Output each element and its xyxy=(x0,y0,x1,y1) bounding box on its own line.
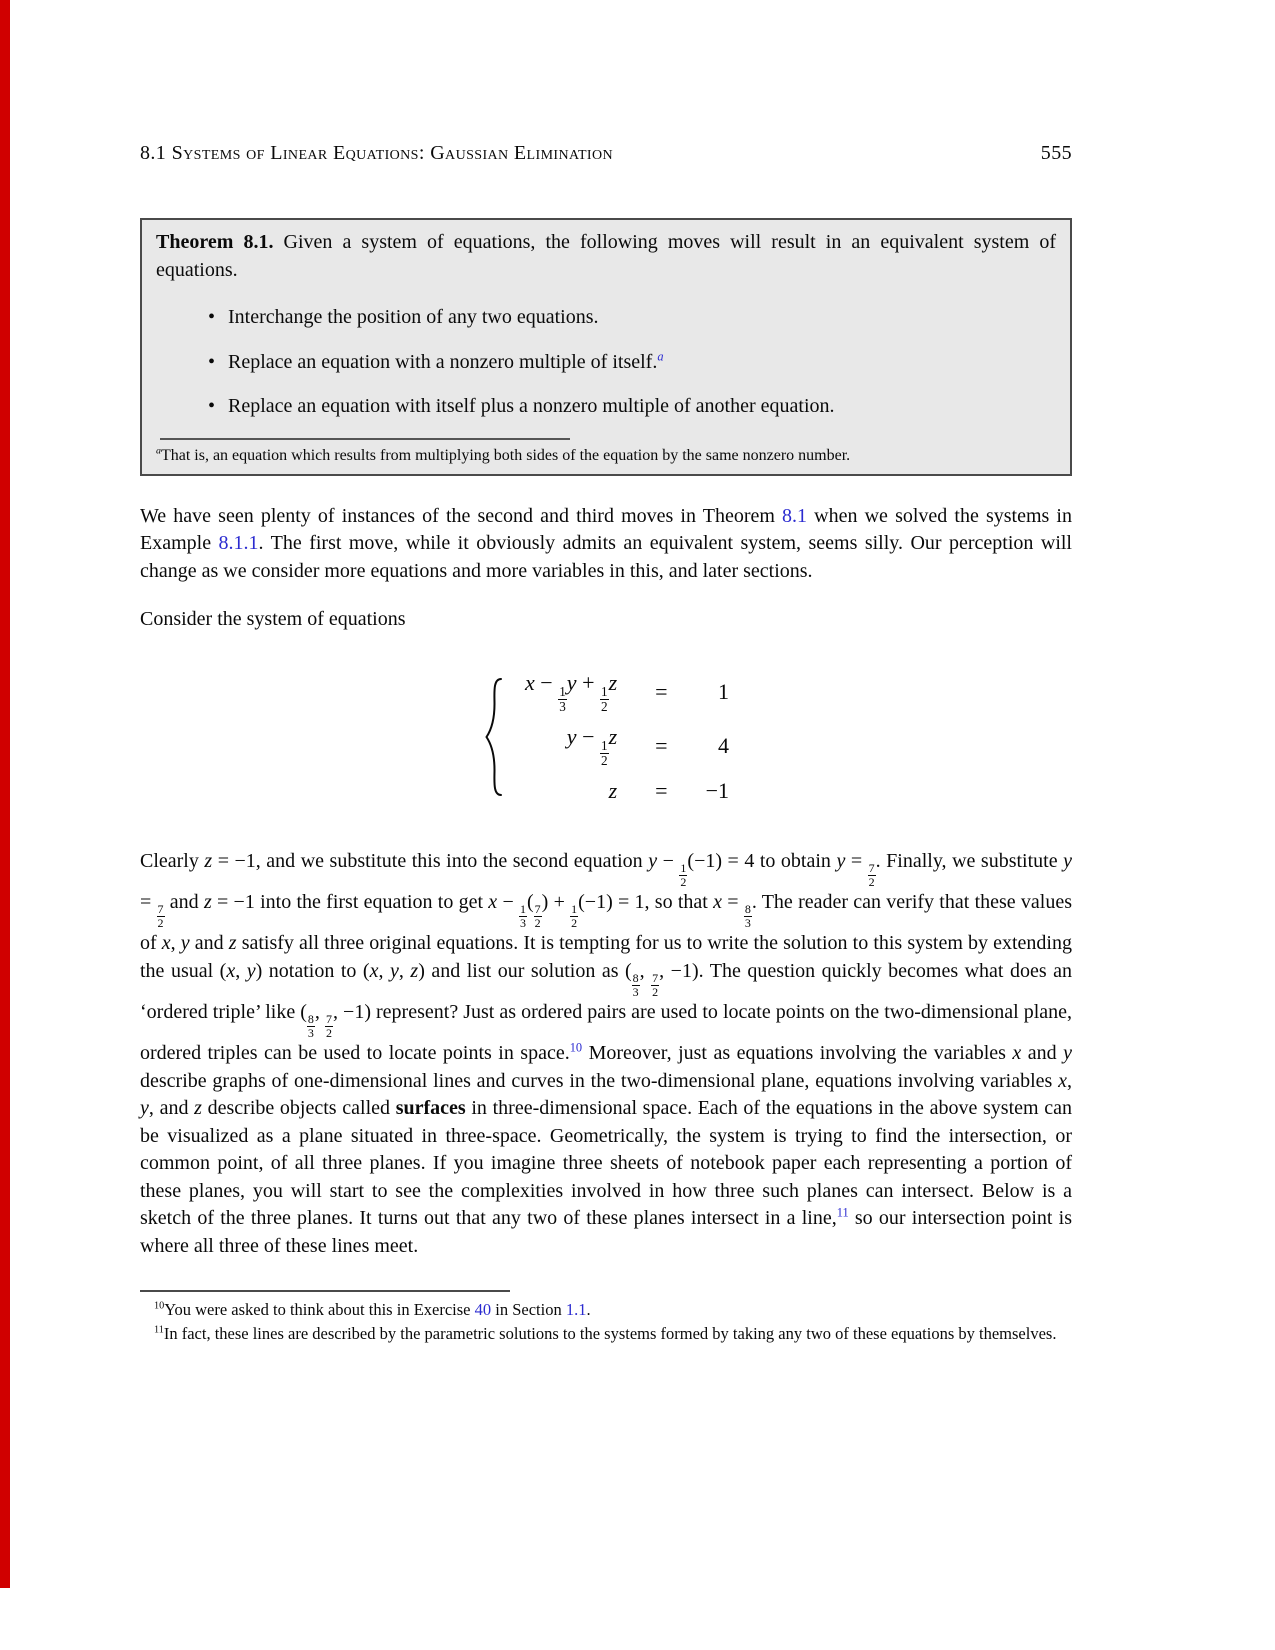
fraction: $\frac{1}{3}$ xyxy=(559,684,566,715)
equation-rhs: 1 xyxy=(717,679,729,705)
equation-lhs: x − $\frac{1}{3}$ y + $\frac{1}{2}$ z xyxy=(525,669,618,715)
theorem-statement xyxy=(156,229,1056,284)
math-variable: y xyxy=(566,669,577,695)
math-variable: y xyxy=(1063,849,1072,872)
theorem-footnote-rule xyxy=(160,438,570,440)
bold-term: surfaces xyxy=(395,1097,466,1120)
math-variable: x xyxy=(1012,1042,1022,1065)
footnote xyxy=(140,1299,1072,1321)
math-variable: x xyxy=(226,959,236,982)
fraction: $\frac{8}{3}$ xyxy=(744,902,751,931)
fraction: $\frac{7}{2}$ xyxy=(157,902,164,931)
ref-link[interactable]: 8.1 xyxy=(782,504,808,527)
math-variable: x xyxy=(161,932,171,955)
math-variable: y xyxy=(140,1097,149,1120)
equation-system xyxy=(140,670,1072,804)
paragraph-consider: Consider the system of equations xyxy=(140,608,406,630)
fraction: $\frac{1}{3}$ xyxy=(520,902,526,931)
fraction: $\frac{7}{2}$ xyxy=(868,861,875,890)
equation-relation: = xyxy=(655,777,668,803)
bullet-dot-icon: • xyxy=(208,350,216,373)
footnote-number: 10 xyxy=(154,1300,165,1312)
footnote-ref-link[interactable]: 10 xyxy=(569,1040,583,1055)
theorem-bullet xyxy=(208,349,1056,377)
math-variable: y xyxy=(566,723,577,749)
equation-relation: = xyxy=(655,733,668,759)
footnote-number: 11 xyxy=(154,1324,164,1336)
math-variable: y xyxy=(180,932,190,955)
footnote-text: In fact, these lines are described by the parametric solutions to the systems formed by taking any two of these equations by themselves. xyxy=(163,1324,1057,1344)
math-variable: z xyxy=(194,1097,202,1120)
bullet-dot-icon: • xyxy=(208,395,216,417)
math-variable: y xyxy=(648,849,658,872)
math-variable: z xyxy=(203,890,212,913)
theorem-title: Theorem 8.1. xyxy=(156,231,274,253)
page-edge-marker xyxy=(0,0,10,1588)
math-variable: z xyxy=(204,849,213,872)
math-variable: x xyxy=(369,959,379,982)
math-variable: y xyxy=(836,849,846,872)
equation-rhs: −1 xyxy=(705,777,729,803)
fraction: $\frac{7}{2}$ xyxy=(325,1012,332,1041)
math-variable: x xyxy=(1058,1069,1067,1092)
equation-relation: = xyxy=(655,679,668,705)
theorem-bullet-text: Replace an equation with itself plus a nonzero multiple of another equation. xyxy=(228,395,835,417)
footnote-ref-link[interactable]: 11 xyxy=(836,1205,849,1220)
equation-rhs: 4 xyxy=(717,733,729,759)
left-brace-icon xyxy=(483,676,505,798)
paragraph-solution: Clearly z = −1, and we substitute this into the second equation y − $\frac{1}{2}$ (−1) = 4 to obtain y = $\frac{7}{2}$ . Finally, we substitute y = $\frac{7}{2}$ and z = −1 into the first equation to get x − $\frac{1}{3}$ ( $\frac{7}{2}$ ) + $\frac{1}{2}$ (−1) = 1, so that x = $\frac{8}{3}$ . The reader can verify that these values of x, y and z satisfy all three original equations. It is tempting for us to write the solution to this system by extending the usual (x, y) notation to (x, y, z) and list our solution as ( $\frac{8}{3}$ , $\frac{7}{2}$ , −1). The question quickly becomes what does an ‘ordered triple’ like ( $\frac{8}{3}$ , $\frac{7}{2}$ , −1) represent? Just as ordered pairs are used to locate points on the two-dimensional plane, ordered triples can be used to locate points in space.$^{10}$ Moreover, just as equations involving the variables x and y describe graphs of one-dimensional lines and curves in the two-dimensional plane, equations involving variables x, y, and z describe objects called surfaces in three-dimensional space. Each of the equations in the above system can be visualized as a plane situated in three-space. Geometrically, the system is trying to find the intersection, or common point, of all three planes. If you imagine three sheets of notebook paper each representing a portion of these planes, you will start to see the complexities involved in how three such planes can intersect. Below is a sketch of the three planes. It turns out that any two of these planes intersect in a line,$^{11}$ so our intersection point is where all three of these lines meet. xyxy=(140,849,1073,1257)
math-variable: x xyxy=(488,890,498,913)
page-header xyxy=(140,142,1072,165)
footnote-ref-link[interactable]: a xyxy=(657,348,664,363)
math-variable: z xyxy=(228,932,237,955)
math-variable: y xyxy=(246,959,256,982)
equation-lhs xyxy=(609,778,618,804)
equation-lhs: y − $\frac{1}{2}$ z xyxy=(566,723,618,769)
math-variable: z xyxy=(608,777,618,803)
footnote-marker: a xyxy=(156,445,161,457)
equation-grid xyxy=(525,670,729,804)
theorem-bullet xyxy=(208,393,1056,421)
section-title: 8.1 Systems of Linear Equations: Gaussian Elimination xyxy=(140,142,613,164)
fraction: $\frac{8}{3}$ xyxy=(632,971,639,1000)
theorem-bullet-list xyxy=(156,304,1056,421)
footnote xyxy=(140,1323,1072,1345)
theorem-bullet-text: Replace an equation with a nonzero multiple of itself.$^a$ xyxy=(228,348,664,373)
textbook-page xyxy=(140,0,1072,1347)
fraction: $\frac{1}{2}$ xyxy=(600,684,608,715)
footnote-area xyxy=(140,1299,1072,1345)
bullet-dot-icon: • xyxy=(208,306,216,328)
theorem-bullet-text: Interchange the position of any two equations. xyxy=(228,306,599,328)
math-variable: z xyxy=(410,959,419,982)
fraction: $\frac{1}{2}$ xyxy=(680,861,687,890)
fraction: $\frac{7}{2}$ xyxy=(652,971,659,1000)
fraction: $\frac{1}{2}$ xyxy=(571,902,578,931)
math-variable: z xyxy=(608,723,618,749)
ref-link[interactable]: 8.1.1 xyxy=(218,532,259,554)
ref-link[interactable]: 40 xyxy=(474,1300,492,1320)
theorem-lead-text: Given a system of equations, the following moves will result in an equivalent system of equations. xyxy=(156,231,1057,281)
ref-link[interactable]: 1.1 xyxy=(565,1300,587,1320)
theorem-footnote: $^a$That is, an equation which results from multiplying both sides of the equation by the same nonzero number. xyxy=(156,445,851,464)
fraction: $\frac{8}{3}$ xyxy=(307,1012,314,1041)
math-variable: y xyxy=(1063,1042,1072,1065)
footnote-text: You were asked to think about this in Exercise 40 in Section 1.1. xyxy=(164,1300,591,1320)
fraction: $\frac{7}{2}$ xyxy=(534,902,541,931)
theorem-bullet xyxy=(208,304,1056,332)
theorem-box xyxy=(140,218,1072,476)
math-variable: x xyxy=(525,669,535,695)
math-variable: x xyxy=(713,890,722,913)
math-variable: y xyxy=(389,959,399,982)
math-variable: z xyxy=(608,669,618,695)
fraction: $\frac{1}{2}$ xyxy=(600,738,608,769)
page-number: 555 xyxy=(1040,142,1072,164)
footnote-separator-rule xyxy=(140,1290,510,1292)
paragraph-moves: We have seen plenty of instances of the second and third moves in Theorem 8.1 when we solved the systems in Example 8.1.1. The first move, while it obviously admits an equivalent system, seems silly. Our perception will change as we consider more equations and more variables in this, and later sections. xyxy=(140,504,1072,582)
